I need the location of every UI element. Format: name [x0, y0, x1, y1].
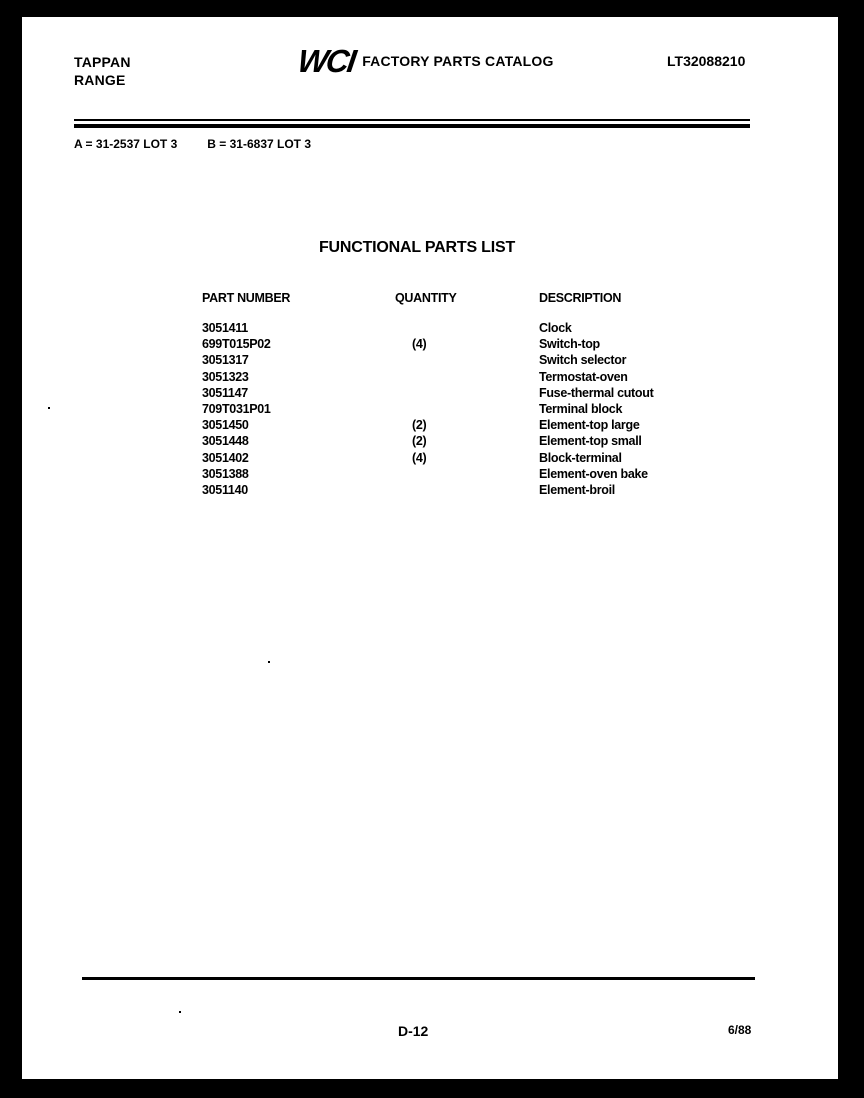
scan-speck: [179, 1011, 181, 1013]
part-number: 3051323: [202, 369, 249, 384]
column-header-description: DESCRIPTION: [539, 291, 622, 305]
catalog-header: [295, 43, 554, 79]
scan-speck: [48, 407, 50, 409]
header-rule-thick: [74, 124, 750, 128]
part-number: 3051402: [202, 450, 249, 465]
column-header-quantity: QUANTITY: [395, 291, 457, 305]
table-row: [22, 352, 838, 368]
wci-logo: WCI: [295, 43, 357, 79]
table-row: [22, 482, 838, 498]
header-rule-thin: [74, 119, 750, 121]
quantity: (2): [412, 434, 427, 449]
quantity: (4): [412, 337, 427, 352]
table-row: [22, 385, 838, 401]
table-row: [22, 369, 838, 385]
table-row: [22, 450, 838, 466]
table-row: [22, 336, 838, 352]
part-number: 3051411: [202, 321, 248, 335]
part-number: 3051317: [202, 353, 249, 368]
column-header-part-number: PART NUMBER: [202, 291, 291, 305]
lot-b: B = 31-6837 LOT 3: [207, 137, 311, 151]
description: Clock: [539, 321, 572, 335]
description: Element-top large: [539, 418, 640, 433]
parts-table: [22, 320, 838, 498]
part-number: 3051140: [202, 482, 248, 497]
description: Switch-top: [539, 337, 600, 352]
table-row: [22, 401, 838, 417]
brand-name: TAPPAN: [74, 54, 131, 70]
part-number: 3051448: [202, 434, 249, 449]
brand-block: [74, 53, 131, 89]
table-row: [22, 417, 838, 433]
product-type: RANGE: [74, 72, 126, 88]
table-row: [22, 433, 838, 449]
part-number: 3051450: [202, 418, 249, 433]
footer-rule: [82, 977, 755, 980]
description: Switch selector: [539, 353, 627, 368]
part-number: 3051147: [202, 385, 248, 400]
quantity: (2): [412, 418, 427, 433]
part-number: 709T031P01: [202, 401, 271, 416]
catalog-title: FACTORY PARTS CATALOG: [362, 53, 554, 69]
model-number: LT32088210: [667, 53, 746, 69]
description: Element-oven bake: [539, 466, 648, 481]
part-number: 699T015P02: [202, 337, 271, 352]
description: Element-top small: [539, 434, 642, 449]
description: Block-terminal: [539, 450, 622, 465]
lot-legend: [74, 137, 311, 151]
lot-a: A = 31-2537 LOT 3: [74, 137, 178, 151]
table-row: [22, 466, 838, 482]
page-number: D-12: [398, 1023, 429, 1039]
description: Fuse-thermal cutout: [539, 385, 654, 400]
parts-list-title: FUNCTIONAL PARTS LIST: [318, 239, 516, 256]
page-date: 6/88: [728, 1023, 752, 1037]
description: Element-broil: [539, 482, 615, 497]
scan-speck: [268, 661, 270, 663]
part-number: 3051388: [202, 466, 249, 481]
quantity: (4): [412, 450, 427, 465]
description: Terminal block: [539, 401, 623, 416]
catalog-page: [22, 17, 838, 1079]
description: Termostat-oven: [539, 369, 628, 384]
table-row: [22, 320, 838, 336]
